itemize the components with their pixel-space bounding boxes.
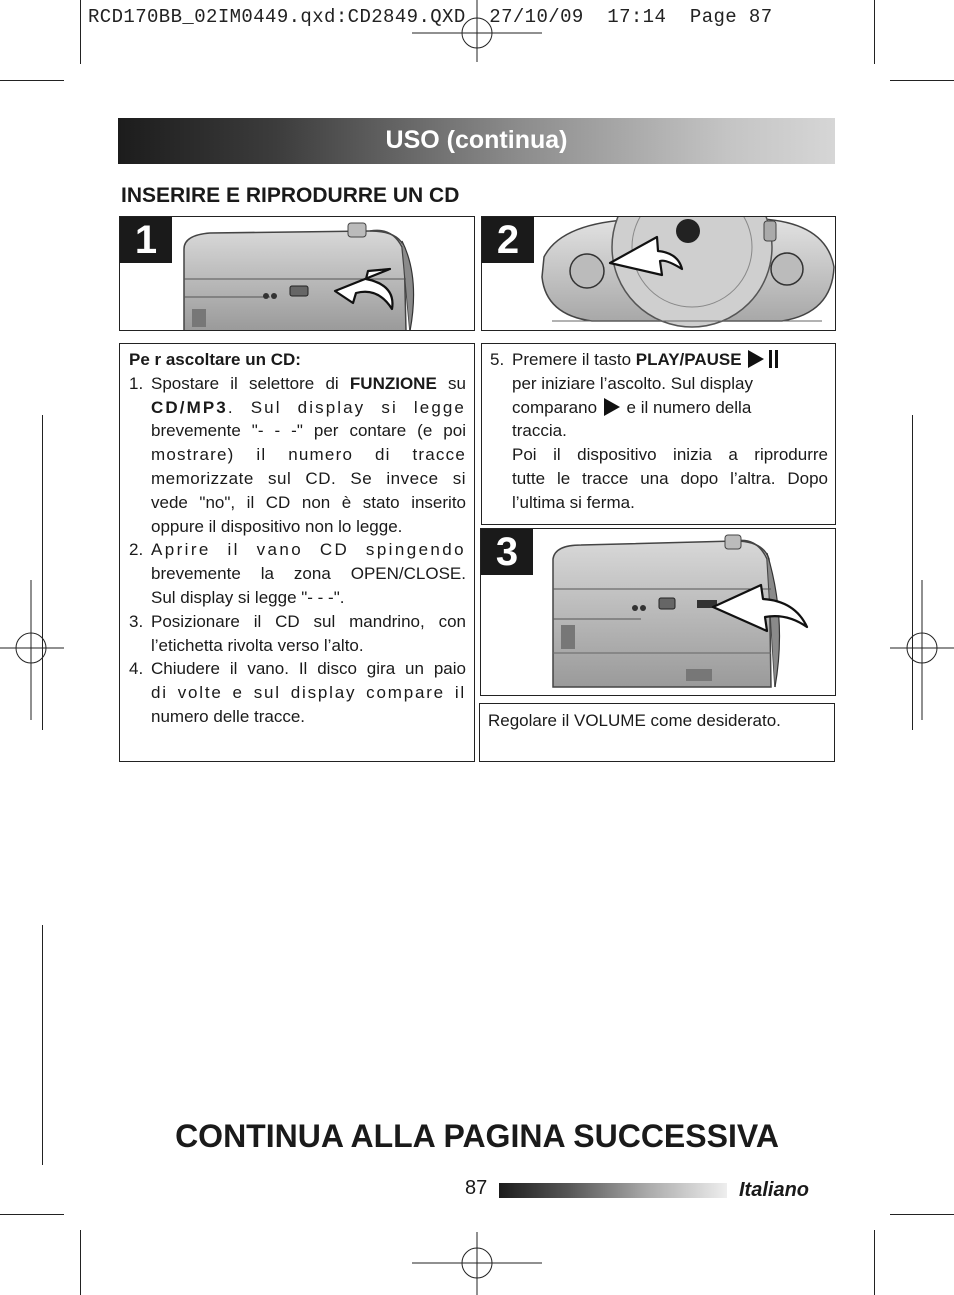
volume-text: Regolare il VOLUME come desiderato. xyxy=(488,711,781,730)
registration-mark-right xyxy=(890,580,954,720)
language-label: Italiano xyxy=(739,1179,810,1201)
registration-mark-bottom xyxy=(412,1232,542,1295)
play-icon xyxy=(604,398,620,416)
crop-mark xyxy=(890,1214,954,1215)
step-3-illustration xyxy=(480,528,836,696)
step-1-illustration xyxy=(119,216,475,331)
list-item: 3. Posizionare il CD sul mandrino, con l’etichetta rivolta verso l’alto. xyxy=(129,611,466,655)
page-number: 87 xyxy=(465,1177,488,1199)
instructions-heading: Pe r ascoltare un CD: xyxy=(129,350,301,369)
listen-instructions-box xyxy=(119,343,475,762)
step-number: 1 xyxy=(120,217,172,263)
crop-mark xyxy=(874,1230,875,1295)
section-title: INSERIRE E RIPRODURRE UN CD xyxy=(121,184,460,207)
play-pause-instructions-box xyxy=(481,343,836,525)
crop-mark xyxy=(0,1214,64,1215)
list-item: 1. Spostare il selettore di FUNZIONE su CD/MP3. Sul display si legge brevemente "- - -" per contare (e poi mostrare) il numero di tracce memorizzate sul CD. Se invece si vede "no", il CD non è stato inserito oppure il dispositivo non lo legge. xyxy=(129,373,466,536)
step-2-illustration xyxy=(481,216,836,331)
crop-mark xyxy=(80,0,81,64)
banner-title: USO (continua) xyxy=(385,126,568,154)
crop-mark xyxy=(890,80,954,81)
crop-mark xyxy=(42,925,43,1025)
list-item: 2. Aprire il vano CD spingendo brevemente la zona OPEN/CLOSE. Sul display si legge "- - -". xyxy=(129,540,466,607)
step-number: 3 xyxy=(481,529,533,575)
print-header: RCD170BB_02IM0449.qxd:CD2849.QXD 27/10/09 17:14 Page 87 xyxy=(88,6,773,28)
cd-player-top-drawing xyxy=(482,217,836,331)
play-icon xyxy=(748,350,764,368)
crop-mark xyxy=(874,0,875,64)
section-banner xyxy=(118,118,835,164)
crop-mark xyxy=(80,1230,81,1295)
list-item: 4. Chiudere il vano. Il disco gira un paio di volte e sul display compare il numero delle tracce. xyxy=(129,659,466,726)
continue-next-page: CONTINUA ALLA PAGINA SUCCESSIVA xyxy=(175,1118,779,1154)
cd-player-volume-drawing xyxy=(481,529,836,696)
volume-instruction-box xyxy=(479,703,835,762)
registration-mark-left xyxy=(0,580,64,720)
crop-mark xyxy=(0,80,64,81)
cd-player-side-drawing xyxy=(120,217,475,331)
step-number: 2 xyxy=(482,217,534,263)
list-item: 5. Premere il tasto PLAY/PAUSE per iniziare l’ascolto. Sul display comparano e il numero della traccia. Poi il dispositivo inizia a riprodurre tutte le tracce una dopo l’altra. Dopo l’ultima si ferma. xyxy=(490,350,828,512)
pause-icon xyxy=(769,350,778,368)
page-gradient-bar xyxy=(499,1183,727,1198)
